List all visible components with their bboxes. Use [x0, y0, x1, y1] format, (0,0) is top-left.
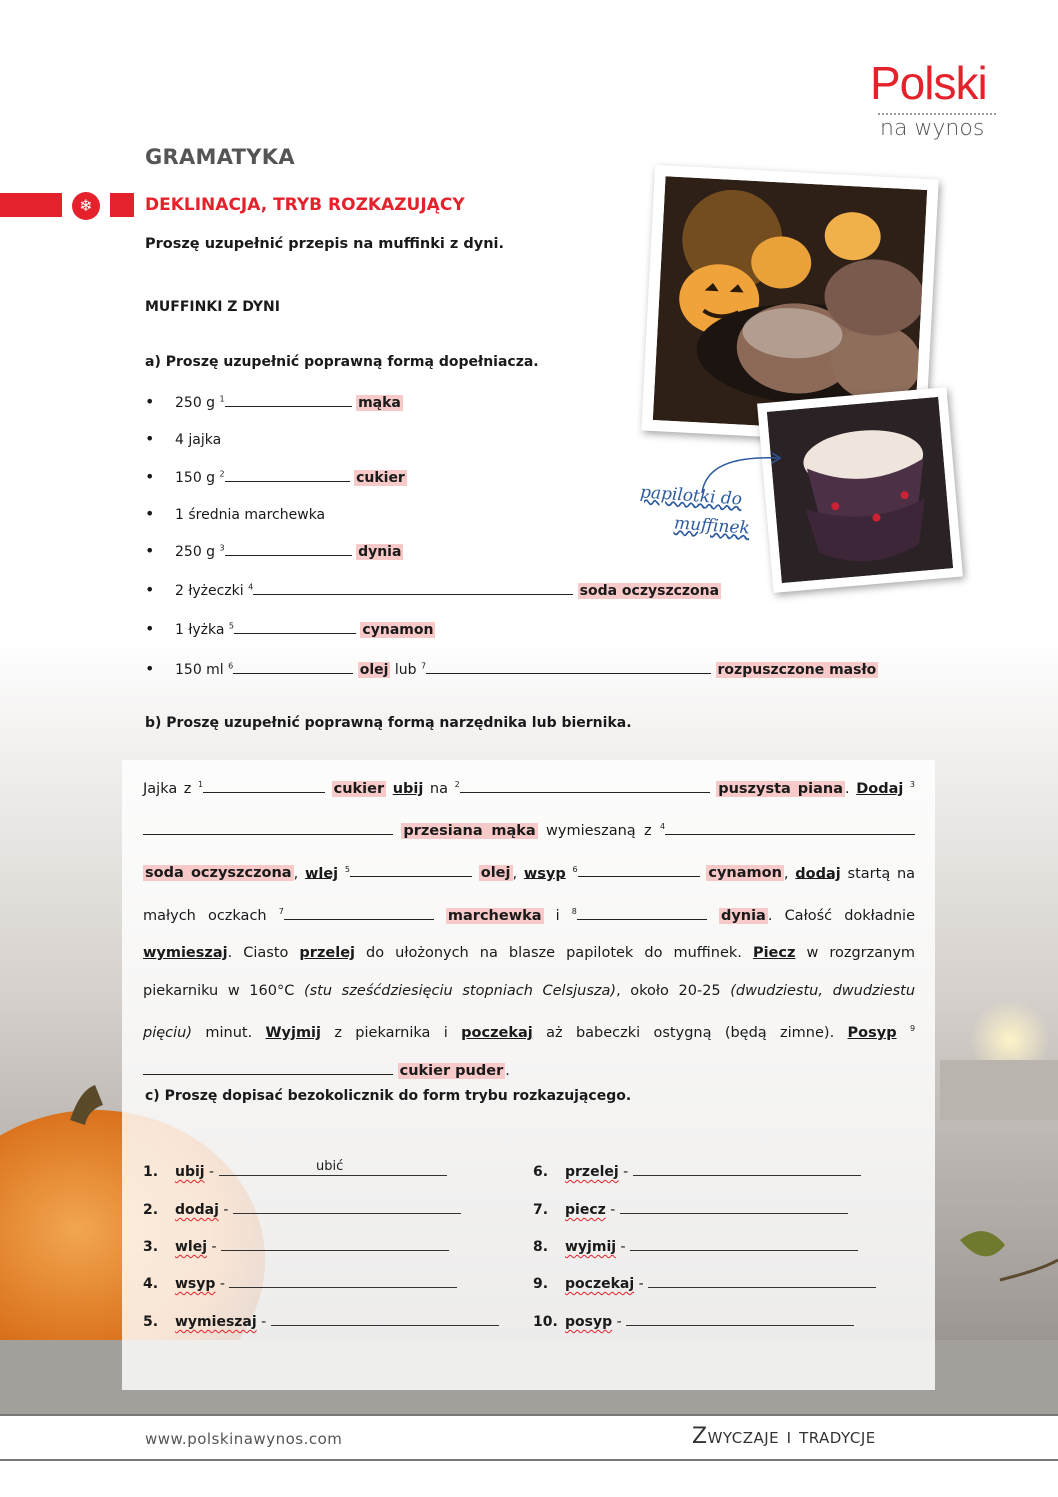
list-item: • 2 łyżeczki $^4$ soda oczyszczona — [145, 580, 720, 599]
footer-url[interactable]: www.polskinawynos.com — [145, 1430, 343, 1448]
section-title: GRAMATYKA — [145, 145, 295, 169]
exercise-item: 3. wlej - — [143, 1238, 449, 1255]
answer-blank[interactable] — [203, 780, 325, 793]
answer-blank[interactable] — [225, 394, 352, 407]
logo-divider — [878, 113, 996, 115]
example-answer: ubić — [316, 1159, 344, 1174]
list-item: • 150 ml $^6$ olej lub $^7$ rozpuszczone masło — [145, 659, 877, 678]
list-item: • 1 łyżka $^5$ cynamon — [145, 619, 434, 638]
red-accent-bar — [0, 193, 62, 217]
answer-blank[interactable] — [426, 661, 711, 674]
paper-cases-photo — [767, 397, 953, 583]
caption-line-1: papilotki do — [639, 482, 743, 510]
exercise-item: 10. posyp - — [533, 1313, 854, 1330]
answer-line[interactable] — [221, 1238, 449, 1251]
answer-blank[interactable] — [225, 469, 350, 482]
part-c-heading: c) Proszę dopisać bezokolicznik do form trybu rozkazującego. — [145, 1088, 632, 1104]
answer-line[interactable] — [633, 1163, 861, 1176]
answer-blank[interactable] — [350, 864, 472, 877]
answer-blank[interactable] — [253, 582, 573, 595]
answer-blank[interactable] — [665, 822, 915, 835]
answer-blank[interactable] — [225, 543, 352, 556]
answer-line[interactable] — [233, 1201, 461, 1214]
caption-line-2: muffinek — [673, 513, 751, 539]
answer-line[interactable] — [648, 1275, 876, 1288]
exercise-item: 6. przelej - — [533, 1163, 861, 1180]
list-item: • 250 g $^3$ dynia — [145, 541, 402, 560]
answer-line[interactable] — [620, 1201, 848, 1214]
answer-blank[interactable] — [284, 907, 434, 920]
answer-blank[interactable] — [233, 661, 353, 674]
grammar-icon: ❄ — [72, 192, 100, 220]
answer-blank[interactable] — [460, 780, 710, 793]
instruction: Proszę uzupełnić przepis na muffinki z dyni. — [145, 236, 505, 252]
list-item: • 1 średnia marchewka — [145, 504, 326, 523]
logo-subtitle: na wynos — [880, 116, 985, 141]
list-item: • 4 jajka — [145, 429, 222, 448]
exercise-item: 4. wsyp - — [143, 1275, 457, 1292]
answer-line[interactable] — [271, 1313, 499, 1326]
exercise-item: 8. wyjmij - — [533, 1238, 858, 1255]
logo-polski: Polski — [870, 57, 987, 109]
footer-divider — [0, 1414, 1058, 1416]
answer-blank[interactable] — [143, 1062, 393, 1075]
footer-divider-bottom — [0, 1459, 1058, 1461]
answer-blank[interactable] — [577, 907, 707, 920]
recipe-title: MUFFINKI Z DYNI — [145, 299, 280, 315]
list-item: • 150 g $^2$ cukier — [145, 467, 405, 486]
answer-blank[interactable] — [578, 864, 700, 877]
list-item: • 250 g $^1$ mąka — [145, 392, 401, 411]
topic-title: DEKLINACJA, TRYB ROZKAZUJĄCY — [145, 195, 465, 215]
answer-line[interactable] — [229, 1275, 457, 1288]
footer-series: Zwyczaje i tradycje — [692, 1424, 876, 1449]
exercise-item: 9. poczekaj - — [533, 1275, 876, 1292]
part-b-text: Jajka z $^1$ cukier ubij na $^2$ puszysta piana . Dodaj $^3$ przesiana mąka wymieszaną z $^4$ soda oczyszczona , wlej $^5$ olej , wsyp $^6$ cynamon , dodaj startą na małych oczkach $^7$ marchewka i $^8$ dynia . Całość dokładnie wymieszaj. Ciasto przelej do ułożonych na blasze papilotek do muffinek. Piecz w rozgrzanym piekarniku w 160°C (stu sześćdziesięciu stopniach Celsjusza), około 20-25 (dwudziestu, dwudziestu pięciu) minut. Wyjmij z piekarnika i poczekaj aż babeczki ostygną (będą zimne). Posyp $^9$ cukier puder . — [143, 780, 916, 1079]
part-a-heading: a) Proszę uzupełnić poprawną formą dopełniacza. — [145, 354, 539, 370]
exercise-item: 1. ubij - — [143, 1163, 447, 1180]
exercise-item: 7. piecz - — [533, 1201, 848, 1218]
answer-line[interactable] — [219, 1163, 447, 1176]
exercise-item: 5. wymieszaj - — [143, 1313, 499, 1330]
answer-line[interactable] — [630, 1238, 858, 1251]
answer-blank[interactable] — [143, 822, 393, 835]
part-b-heading: b) Proszę uzupełnić poprawną formą narzędnika lub biernika. — [145, 715, 632, 731]
exercise-item: 2. dodaj - — [143, 1201, 461, 1218]
red-accent-square — [110, 193, 134, 217]
answer-line[interactable] — [626, 1313, 854, 1326]
answer-blank[interactable] — [234, 621, 356, 634]
